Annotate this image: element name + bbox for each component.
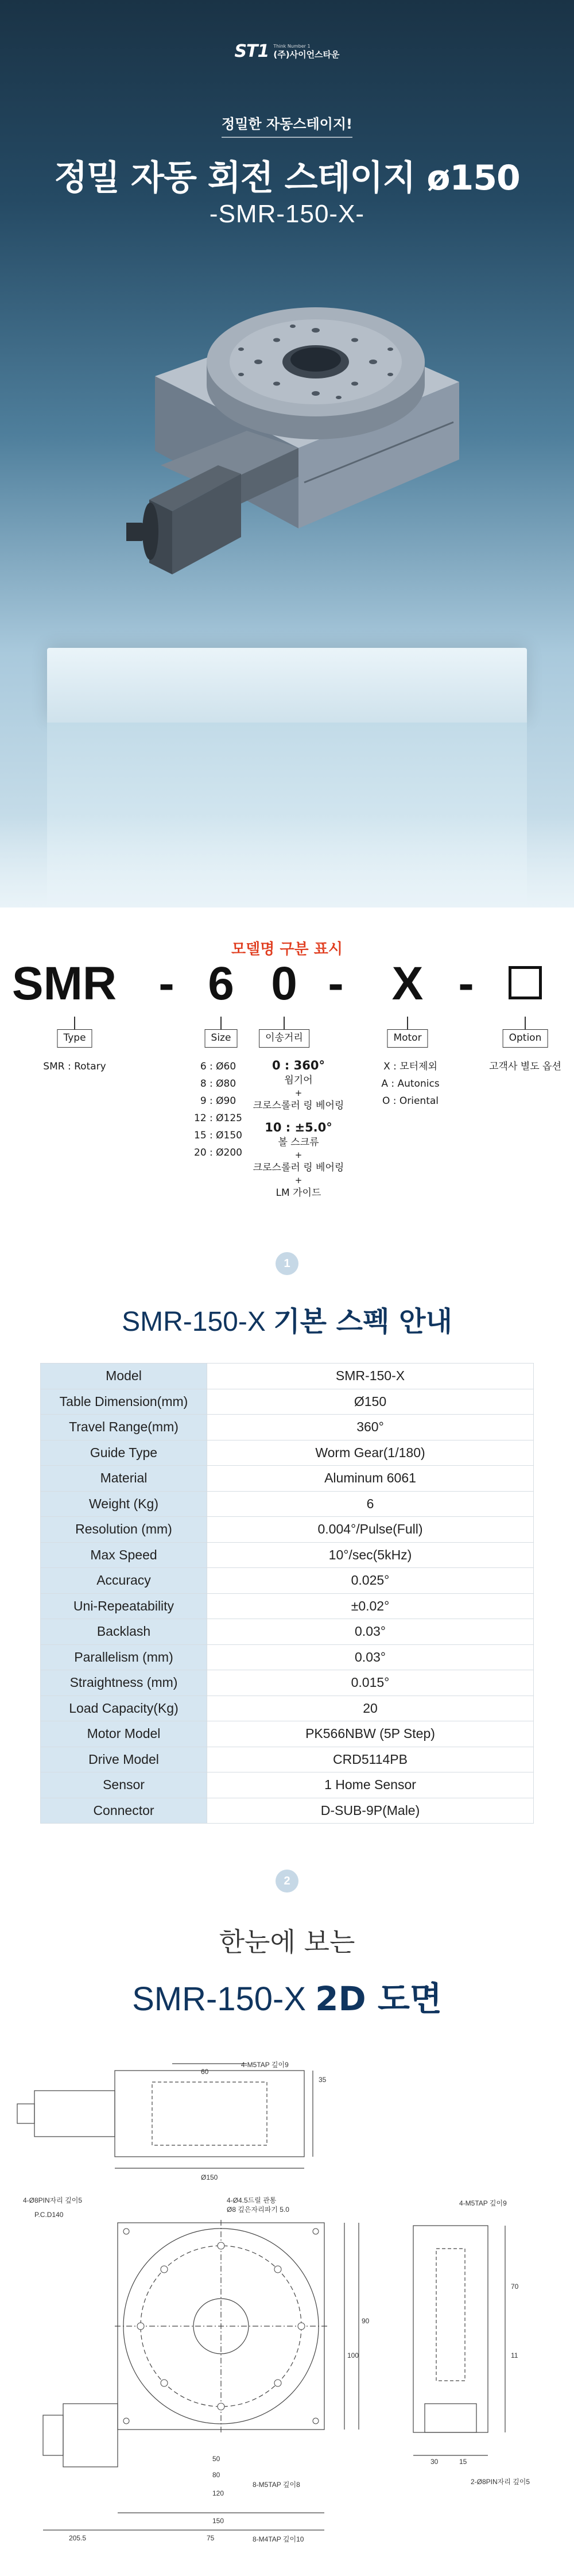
section-number-badge: 2: [276, 1870, 298, 1893]
travel-plus: +: [294, 1150, 302, 1160]
spec-key: Max Speed: [41, 1542, 207, 1568]
side-view-connector: [425, 2404, 476, 2432]
travel-a-line: 웜기어: [284, 1075, 313, 1086]
spec-value: D-SUB-9P(Male): [207, 1798, 534, 1824]
callout-tap-m4: 8-M4TAP 깊이10: [253, 2535, 304, 2543]
travel-plus: +: [294, 1175, 302, 1185]
spec-value: PK566NBW (5P Step): [207, 1721, 534, 1747]
travel-b-line: 볼 스크류: [278, 1137, 319, 1148]
callout-tap-top: 4-M5TAP 깊이9: [241, 2061, 289, 2069]
spec-key: Table Dimension(mm): [41, 1389, 207, 1415]
callout-hole: 4-Ø4.5드릴 관통: [227, 2196, 277, 2204]
size-item: 15 : Ø150: [194, 1130, 242, 1141]
option-desc: 고객사 별도 옵션: [489, 1061, 561, 1072]
spec-row: [41, 1440, 534, 1466]
motor-desc: [381, 1058, 439, 1110]
spec-key: Guide Type: [41, 1440, 207, 1466]
spec-key: Backlash: [41, 1619, 207, 1645]
travel-b-title: 10 : ±5.0°: [265, 1121, 332, 1134]
spec-key: Model: [41, 1364, 207, 1389]
spec-row: [41, 1517, 534, 1543]
size-item: 6 : Ø60: [200, 1061, 236, 1072]
side-view-table: [436, 2249, 465, 2381]
dim-label: 35: [319, 2076, 327, 2084]
model-code-row: [0, 957, 574, 1014]
spec-key: Motor Model: [41, 1721, 207, 1747]
spec-row: [41, 1542, 534, 1568]
spec-row: [41, 1696, 534, 1721]
code-motor: X: [391, 957, 424, 1010]
dim-label: 50: [212, 2455, 220, 2463]
code-tick: [74, 1017, 75, 1029]
travel-a-title: 0 : 360°: [272, 1059, 325, 1072]
motor-item: O : Oriental: [382, 1095, 439, 1107]
technical-drawing: [0, 2059, 574, 2565]
spec-title: [0, 1299, 574, 1339]
podium-top: [47, 648, 527, 723]
type-desc: SMR : Rotary: [43, 1061, 106, 1072]
spec-value: 0.03°: [207, 1619, 534, 1645]
brand-name: (주)사이언스타운: [273, 49, 340, 60]
plan-view-motor: [63, 2404, 118, 2467]
model-code-title: 모델명 구분 표시: [231, 941, 343, 958]
spec-row: [41, 1644, 534, 1670]
drawing-subtitle: 한눈에 보는: [219, 1926, 355, 1957]
spec-value: 10°/sec(5kHz): [207, 1542, 534, 1568]
spec-row: [41, 1389, 534, 1415]
spec-row: [41, 1619, 534, 1645]
code-tick: [284, 1017, 285, 1029]
travel-b-line: LM 가이드: [276, 1187, 321, 1199]
spec-row: [41, 1721, 534, 1747]
hero-title: 정밀 자동 회전 스테이지 ø150: [54, 158, 520, 198]
plan-view-motor-face: [43, 2415, 63, 2455]
travel-plus: +: [294, 1088, 302, 1098]
code-dash: -: [328, 957, 344, 1010]
drawing-title-model: SMR-150-X: [132, 1980, 307, 2018]
dim-label: 100: [347, 2351, 359, 2359]
spec-key: Straightness (mm): [41, 1670, 207, 1696]
brand-tagline: Think Number 1: [273, 43, 311, 49]
spec-key: Resolution (mm): [41, 1517, 207, 1543]
label-option: Option: [503, 1029, 548, 1048]
callout-tap-m5: 8-M5TAP 깊이8: [253, 2481, 300, 2489]
spec-row: [41, 1670, 534, 1696]
top-view-table: [152, 2082, 267, 2145]
spec-value: 6: [207, 1491, 534, 1517]
label-type: Type: [57, 1029, 92, 1048]
motor-item: A : Autonics: [381, 1078, 440, 1090]
travel-desc: [253, 1058, 344, 1200]
spec-value: SMR-150-X: [207, 1364, 534, 1389]
dim-label: 75: [207, 2534, 215, 2542]
hero-badge-text: 정밀한 자동스테이지!: [222, 116, 352, 138]
spec-value: ±0.02°: [207, 1593, 534, 1619]
spec-value: Worm Gear(1/180): [207, 1440, 534, 1466]
spec-value: 1 Home Sensor: [207, 1772, 534, 1798]
label-travel: 이송거리: [259, 1029, 309, 1048]
code-dash: -: [158, 957, 174, 1010]
code-tick: [220, 1017, 222, 1029]
spec-key: Material: [41, 1466, 207, 1492]
spec-row: [41, 1772, 534, 1798]
spec-key: Weight (Kg): [41, 1491, 207, 1517]
spec-section: [0, 1229, 574, 1864]
dim-label: 120: [212, 2489, 224, 2497]
spec-value: 0.025°: [207, 1568, 534, 1594]
callout-tap-side: 4-M5TAP 깊이9: [459, 2199, 507, 2207]
callout-pcd: P.C.D140: [34, 2211, 64, 2219]
spec-value: 0.004°/Pulse(Full): [207, 1517, 534, 1543]
drawing-section: [0, 1870, 574, 2576]
dim-label: 30: [430, 2458, 439, 2466]
code-dash: -: [458, 957, 474, 1010]
travel-a-line: 크로스롤러 링 베어링: [253, 1100, 344, 1111]
spec-row: [41, 1798, 534, 1824]
dim-label: 60: [201, 2068, 209, 2076]
top-view-motor-shaft: [17, 2104, 34, 2123]
spec-key: Parallelism (mm): [41, 1644, 207, 1670]
dim-label: 15: [459, 2458, 467, 2466]
spec-value: Aluminum 6061: [207, 1466, 534, 1492]
brand-logo: ST1: [234, 41, 269, 61]
spec-key: Accuracy: [41, 1568, 207, 1594]
spec-row: [41, 1364, 534, 1389]
top-view-body: [115, 2071, 304, 2157]
dim-label: 90: [362, 2317, 370, 2325]
dim-label: 11: [511, 2351, 518, 2359]
spec-table-body: [41, 1364, 534, 1824]
spec-row: [41, 1593, 534, 1619]
spec-value: CRD5114PB: [207, 1747, 534, 1772]
spec-value: 0.03°: [207, 1644, 534, 1670]
spec-key: Drive Model: [41, 1747, 207, 1772]
spec-value: Ø150: [207, 1389, 534, 1415]
spec-row: [41, 1491, 534, 1517]
spec-title-model: SMR-150-X: [122, 1307, 266, 1337]
size-item: 20 : Ø200: [194, 1147, 242, 1158]
spec-key: Uni-Repeatability: [41, 1593, 207, 1619]
size-item: 9 : Ø90: [200, 1095, 236, 1107]
drawing-title: [0, 1972, 574, 2020]
code-smr: SMR: [11, 957, 117, 1010]
hero-model: -SMR-150-X-: [209, 200, 365, 228]
rotary-stage-image: [126, 276, 471, 620]
spec-row: [41, 1747, 534, 1772]
code-tick: [407, 1017, 408, 1029]
code-size: 6: [208, 957, 234, 1010]
code-travel: 0: [271, 957, 297, 1010]
dim-label: 150: [212, 2517, 224, 2525]
callout-pin-side: 2-Ø8PIN자리 깊이5: [471, 2478, 530, 2486]
spec-value: 20: [207, 1696, 534, 1721]
spec-key: Connector: [41, 1798, 207, 1824]
spec-key: Load Capacity(Kg): [41, 1696, 207, 1721]
label-size: Size: [205, 1029, 238, 1048]
brand-text: [273, 44, 339, 59]
drawing-title-text: 2D 도면: [315, 1979, 442, 2018]
spec-title-text: 기본 스펙 안내: [273, 1306, 452, 1338]
callout-hole: Ø8 깊은자리파기 5.0: [227, 2206, 289, 2214]
dim-label: 80: [212, 2471, 220, 2479]
spec-value: 0.015°: [207, 1670, 534, 1696]
spec-row: [41, 1415, 534, 1440]
hero-banner: [0, 0, 574, 907]
dim-label: 205.5: [69, 2534, 87, 2542]
spec-row: [41, 1466, 534, 1492]
hero-badge: [0, 113, 574, 133]
travel-b-line: 크로스롤러 링 베어링: [253, 1162, 344, 1173]
spec-key: Travel Range(mm): [41, 1415, 207, 1440]
dim-label: Ø150: [201, 2173, 218, 2181]
spec-value: 360°: [207, 1415, 534, 1440]
motor-item: X : 모터제외: [383, 1061, 437, 1072]
size-desc: [194, 1058, 242, 1161]
top-view-motor: [34, 2091, 115, 2137]
model-code-section: [0, 907, 574, 1229]
size-item: 12 : Ø125: [194, 1113, 242, 1124]
dim-label: 70: [511, 2283, 519, 2291]
side-view-body: [413, 2226, 488, 2432]
floor: [0, 816, 574, 907]
code-tick: [525, 1017, 526, 1029]
spec-table: [40, 1363, 534, 1824]
callout-pin: 4-Ø8PIN자리 깊이5: [23, 2196, 83, 2204]
code-option-box: [509, 966, 542, 999]
brand-logo-block: [0, 41, 574, 61]
section-number-badge: 1: [276, 1252, 298, 1275]
spec-row: [41, 1568, 534, 1594]
size-item: 8 : Ø80: [200, 1078, 236, 1090]
spec-key: Sensor: [41, 1772, 207, 1798]
label-motor: Motor: [387, 1029, 428, 1048]
